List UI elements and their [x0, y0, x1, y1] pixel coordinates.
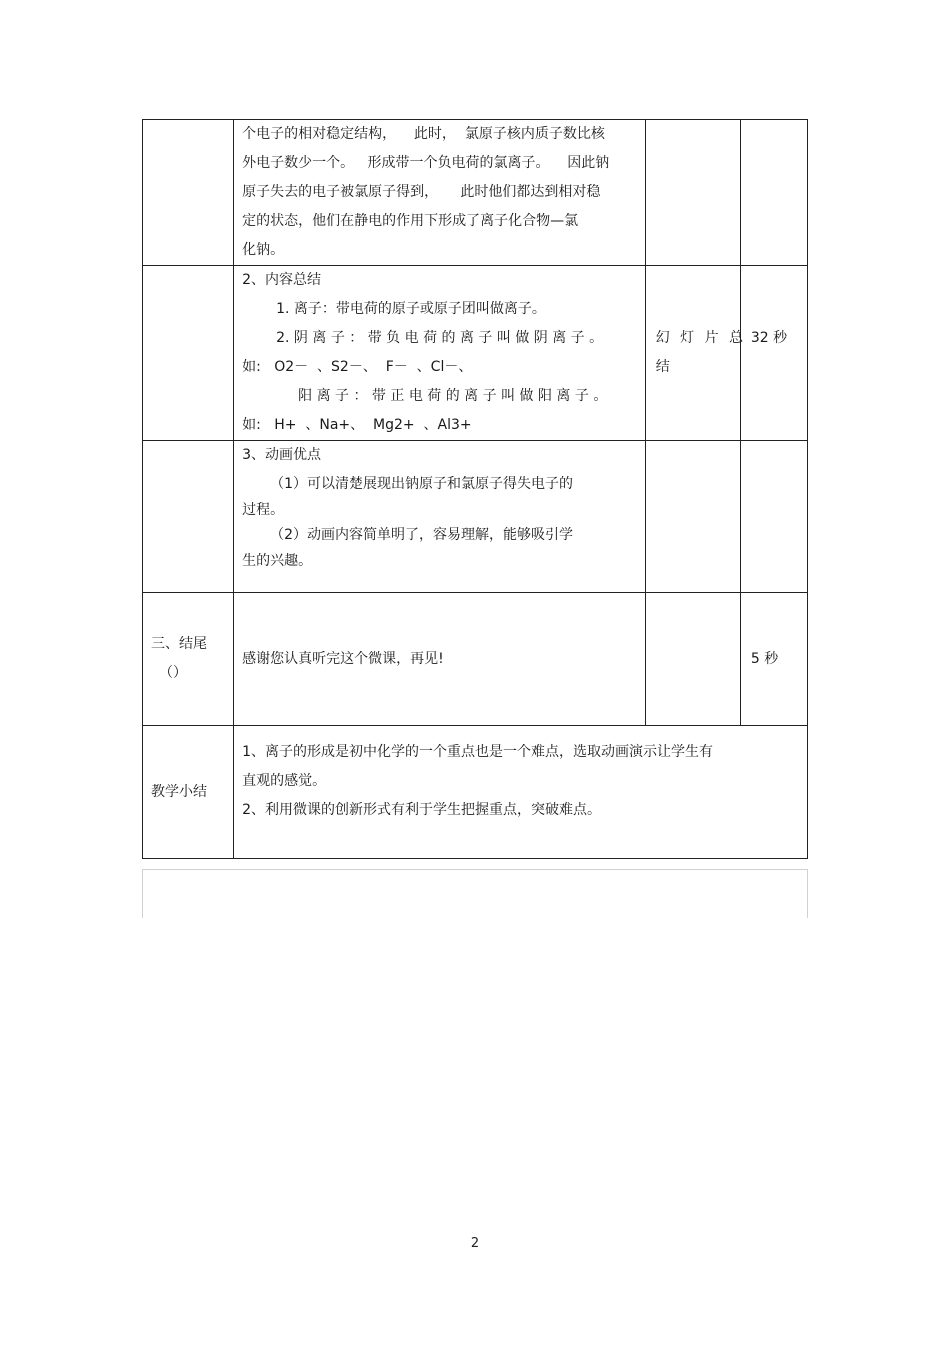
time-text: 32 秒: [750, 330, 788, 346]
section-cell: [143, 593, 234, 726]
content-line: 定的状态，他们在静电的作用下形成了离子化合物—氯: [242, 213, 579, 229]
summary-line-anion: 2. 阴 离 子 ： 带 负 电 荷 的 离 子 叫 做 阴 离 子 。: [276, 330, 604, 346]
section-title: 三、结尾: [151, 636, 207, 652]
content-line: 个电子的相对稳定结构， 此时， 氯原子核内质子数比核: [242, 126, 605, 142]
section-cell-empty: [143, 441, 234, 593]
summary-line-cation: 阳 离 子 ： 带 正 电 荷 的 离 子 叫 做 阳 离 子 。: [298, 388, 608, 404]
time-cell-empty: [740, 441, 807, 593]
page-number: 2: [470, 1236, 480, 1251]
empty-frame: [142, 869, 808, 918]
method-cell-empty: [645, 120, 740, 266]
summary-line-anion-examples: 如: O2－ 、S2－、 F－ 、Cl－、: [242, 359, 473, 375]
table-row-teaching-summary: [143, 726, 808, 859]
advantage-2b: 生的兴趣。: [242, 553, 313, 569]
content-line: 原子失去的电子被氯原子得到， 此时他们都达到相对稳: [242, 184, 601, 200]
summary-content-cell: [234, 726, 808, 859]
table-row-summary: [143, 266, 808, 441]
summary-title: 2、内容总结: [242, 272, 322, 288]
content-cell: [234, 593, 646, 726]
section-title: 教学小结: [151, 783, 207, 800]
time-cell: [740, 266, 807, 441]
content-cell: [234, 266, 646, 441]
content-line: 外电子数少一个。 形成带一个负电荷的氯离子。 因此钠: [242, 155, 610, 171]
teaching-summary-line3: 2、利用微课的创新形式有利于学生把握重点，突破难点。: [242, 802, 602, 818]
section-cell: [143, 726, 234, 859]
method-cell-empty: [645, 441, 740, 593]
method-text-line2: 结: [655, 359, 670, 375]
method-cell-empty: [645, 593, 740, 726]
content-cell: [234, 120, 646, 266]
advantage-1a: （1）可以清楚展现出钠原子和氯原子得失电子的: [270, 476, 574, 492]
section-cell-empty: [143, 266, 234, 441]
time-text: 5 秒: [750, 650, 779, 667]
table-row-advantages: [143, 441, 808, 593]
teaching-summary-line1: 1、离子的形成是初中化学的一个重点也是一个难点，选取动画演示让学生有: [242, 744, 714, 760]
method-text-line1: 幻 灯 片 总: [655, 330, 747, 346]
method-cell: [645, 266, 747, 441]
section-subtitle: （）: [159, 665, 187, 681]
time-cell-empty: [740, 120, 807, 266]
advantages-title: 3、动画优点: [242, 447, 322, 463]
ending-text: 感谢您认真听完这个微课，再见!: [242, 650, 444, 667]
advantage-2a: （2）动画内容简单明了，容易理解，能够吸引学: [270, 527, 574, 543]
table-row-continuation: [143, 120, 808, 266]
teaching-summary-line2: 直观的感觉。: [242, 773, 327, 789]
lesson-plan-table: [142, 119, 808, 859]
content-cell: [234, 441, 646, 593]
table-row-ending: [143, 593, 808, 726]
content-line: 化钠。: [242, 242, 285, 258]
advantage-1b: 过程。: [242, 502, 285, 518]
time-cell: [740, 593, 807, 726]
section-cell-empty: [143, 120, 234, 266]
summary-line-ion: 1. 离子：带电荷的原子或原子团叫做离子。: [276, 301, 546, 317]
summary-line-cation-examples: 如: H+ 、Na+、 Mg2+ 、Al3+: [242, 417, 472, 433]
